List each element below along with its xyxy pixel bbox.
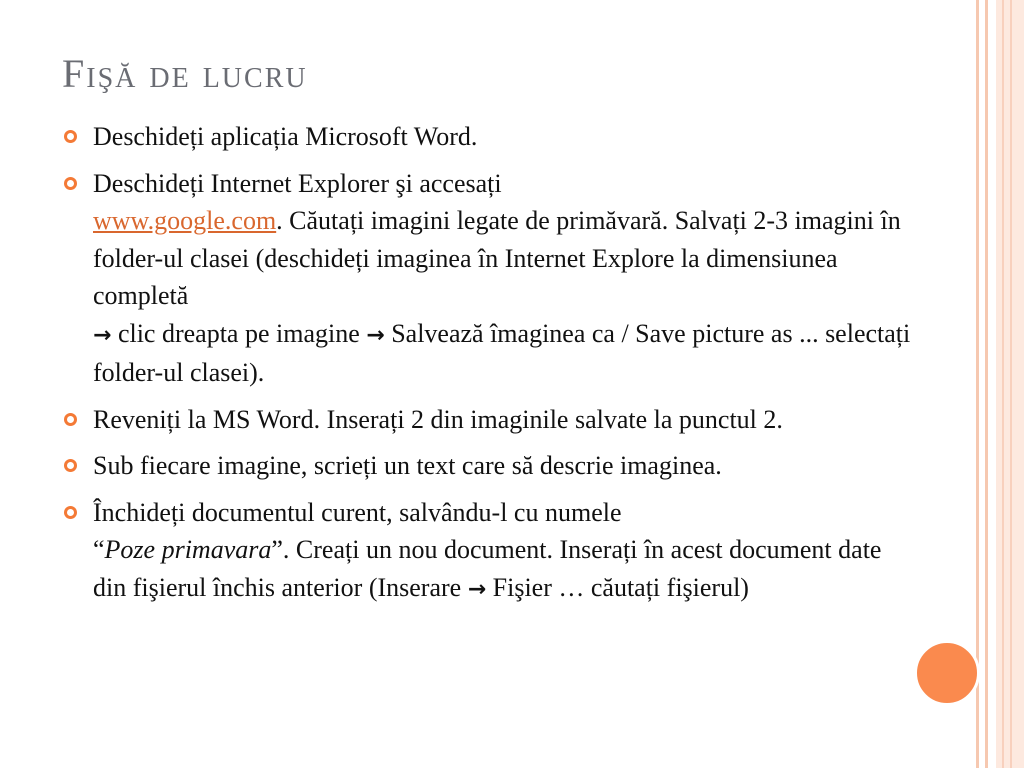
item-text: Deschideți aplicația Microsoft Word.	[93, 122, 478, 151]
item-text: clic dreapta pe imagine	[117, 318, 360, 348]
close-quote: ”	[271, 535, 283, 564]
item-text: Deschideți Internet Explorer şi accesați	[93, 168, 502, 198]
item-text: Fişier … căutați fişierul)	[492, 572, 749, 602]
decorative-circle	[914, 640, 980, 706]
arrow-right-icon: →	[93, 322, 112, 348]
arrow-right-icon: →	[467, 576, 487, 602]
list-item	[62, 165, 912, 392]
bullet-icon	[64, 413, 77, 426]
list-item	[62, 118, 912, 156]
stripe	[1002, 0, 1004, 768]
item-text: . Creați un nou document. Inserați în acest document date din fişierul închis anterior (Inserare	[93, 535, 882, 602]
bullet-icon	[64, 506, 77, 519]
filename: Poze primavara	[104, 535, 272, 564]
list-item	[62, 401, 912, 439]
list-item	[62, 494, 912, 609]
bullet-icon	[64, 130, 77, 143]
stripe	[988, 0, 996, 768]
slide-title: Fişă de lucru	[62, 51, 308, 96]
decorative-stripes	[976, 0, 1024, 768]
item-text: . Căutați imagini legate de primăvară. Salvați 2-3 imagini în folder-ul clasei (deschideți imaginea în Internet Explore la dimensiunea completă	[93, 206, 901, 310]
item-text: Salvează îmaginea ca / Save picture as ... selectați folder-ul clasei).	[93, 318, 911, 387]
bullet-icon	[64, 177, 77, 190]
google-link[interactable]: www.google.com	[93, 206, 277, 235]
item-text: Reveniți la MS Word. Inserați 2 din imaginile salvate la punctul 2.	[93, 404, 783, 434]
stripe	[1010, 0, 1012, 768]
item-text: Sub fiecare imagine, scrieți un text care să descrie imaginea.	[93, 451, 722, 480]
item-text: Închideți documentul curent, salvându-l cu numele	[93, 497, 622, 527]
list-item	[62, 447, 912, 485]
arrow-right-icon: →	[366, 322, 385, 348]
bullet-icon	[64, 459, 77, 472]
open-quote: “	[93, 535, 105, 564]
bullet-list	[62, 118, 912, 617]
